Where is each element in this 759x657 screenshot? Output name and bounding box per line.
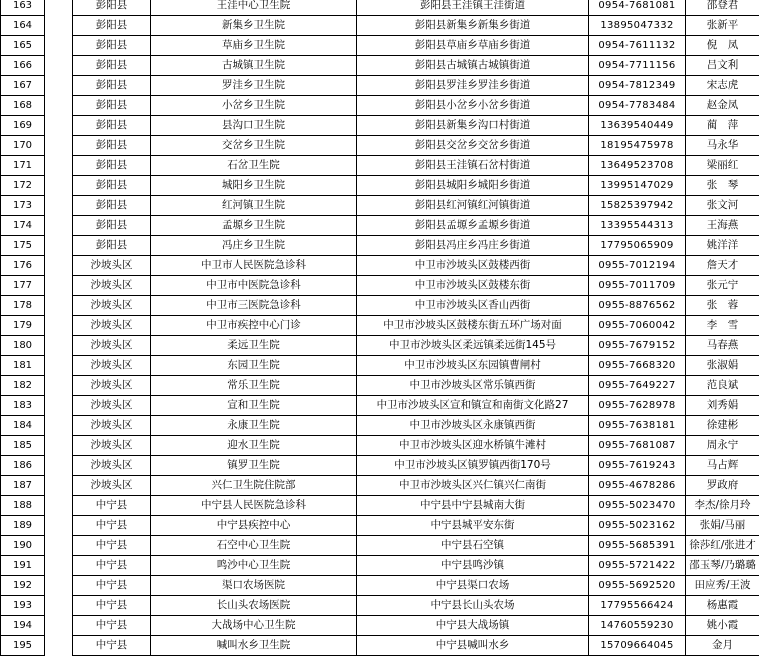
cell-phone: 14760559230 (589, 616, 686, 636)
cell-number: 177 (1, 276, 45, 296)
cell-number: 182 (1, 376, 45, 396)
cell-institution: 大战场中心卫生院 (151, 616, 357, 636)
cell-phone: 0955-7638181 (589, 416, 686, 436)
table-row (1, 476, 759, 496)
table-row (1, 0, 759, 16)
cell-contact: 张淑娟 (686, 356, 759, 376)
cell-county: 沙坡头区 (73, 356, 151, 376)
cell-institution: 石岔卫生院 (151, 156, 357, 176)
table-row (1, 576, 759, 596)
cell-county: 沙坡头区 (73, 416, 151, 436)
cell-county: 沙坡头区 (73, 476, 151, 496)
cell-phone: 0955-5692520 (589, 576, 686, 596)
cell-institution: 东园卫生院 (151, 356, 357, 376)
table-row (1, 96, 759, 116)
cell-phone: 0955-8876562 (589, 296, 686, 316)
cell-contact: 梁丽红 (686, 156, 759, 176)
cell-county: 中宁县 (73, 576, 151, 596)
cell-contact: 蔺 萍 (686, 116, 759, 136)
cell-contact: 吕文利 (686, 56, 759, 76)
cell-address: 彭阳县古城镇古城镇街道 (357, 56, 589, 76)
table-row (1, 376, 759, 396)
table-row (1, 416, 759, 436)
cell-phone: 17795065909 (589, 236, 686, 256)
cell-contact: 姚洋洋 (686, 236, 759, 256)
cell-gap (45, 0, 73, 16)
cell-number: 189 (1, 516, 45, 536)
cell-contact: 张新平 (686, 16, 759, 36)
cell-gap (45, 236, 73, 256)
cell-county: 彭阳县 (73, 136, 151, 156)
cell-address: 中宁县城平安东街 (357, 516, 589, 536)
cell-number: 181 (1, 356, 45, 376)
cell-county: 彭阳县 (73, 76, 151, 96)
cell-contact: 张 蓉 (686, 296, 759, 316)
cell-number: 190 (1, 536, 45, 556)
cell-gap (45, 496, 73, 516)
cell-number: 194 (1, 616, 45, 636)
cell-county: 彭阳县 (73, 56, 151, 76)
cell-phone: 18195475978 (589, 136, 686, 156)
cell-county: 中宁县 (73, 536, 151, 556)
cell-institution: 新集乡卫生院 (151, 16, 357, 36)
cell-address: 中卫市沙坡头区迎水桥镇牛滩村 (357, 436, 589, 456)
cell-address: 中卫市沙坡头区宣和镇宣和南街文化路27 (357, 396, 589, 416)
cell-number: 163 (1, 0, 45, 16)
cell-gap (45, 116, 73, 136)
cell-number: 186 (1, 456, 45, 476)
cell-number: 192 (1, 576, 45, 596)
cell-gap (45, 96, 73, 116)
cell-address: 中宁县石空镇 (357, 536, 589, 556)
cell-number: 179 (1, 316, 45, 336)
cell-gap (45, 376, 73, 396)
cell-county: 沙坡头区 (73, 316, 151, 336)
cell-number: 174 (1, 216, 45, 236)
cell-phone: 0955-5721422 (589, 556, 686, 576)
cell-phone: 0954-7812349 (589, 76, 686, 96)
cell-address: 中卫市沙坡头区兴仁镇兴仁南街 (357, 476, 589, 496)
table-row (1, 436, 759, 456)
cell-phone: 0954-7711156 (589, 56, 686, 76)
cell-number: 175 (1, 236, 45, 256)
cell-phone: 13895047332 (589, 16, 686, 36)
cell-address: 彭阳县红河镇红河镇街道 (357, 196, 589, 216)
cell-institution: 罗洼乡卫生院 (151, 76, 357, 96)
table-row (1, 616, 759, 636)
table-row (1, 176, 759, 196)
cell-gap (45, 256, 73, 276)
table-row (1, 276, 759, 296)
cell-number: 165 (1, 36, 45, 56)
cell-number: 172 (1, 176, 45, 196)
cell-county: 中宁县 (73, 616, 151, 636)
table-row (1, 396, 759, 416)
cell-institution: 小岔乡卫生院 (151, 96, 357, 116)
table-row (1, 16, 759, 36)
cell-phone: 0954-7783484 (589, 96, 686, 116)
cell-contact: 赵金凤 (686, 96, 759, 116)
cell-phone: 0955-7628978 (589, 396, 686, 416)
cell-gap (45, 356, 73, 376)
cell-institution: 交岔乡卫生院 (151, 136, 357, 156)
cell-gap (45, 56, 73, 76)
cell-gap (45, 456, 73, 476)
table-row (1, 296, 759, 316)
cell-number: 184 (1, 416, 45, 436)
cell-phone: 15825397942 (589, 196, 686, 216)
cell-address: 彭阳县王洼镇王洼街道 (357, 0, 589, 16)
table-row (1, 236, 759, 256)
table-row (1, 456, 759, 476)
cell-number: 168 (1, 96, 45, 116)
cell-phone: 13395544313 (589, 216, 686, 236)
cell-institution: 永康卫生院 (151, 416, 357, 436)
cell-institution: 草庙乡卫生院 (151, 36, 357, 56)
cell-address: 中卫市沙坡头区东园镇曹闸村 (357, 356, 589, 376)
cell-address: 彭阳县交岔乡交岔乡街道 (357, 136, 589, 156)
cell-address: 中卫市沙坡头区常乐镇西街 (357, 376, 589, 396)
cell-contact: 倪 凤 (686, 36, 759, 56)
cell-phone: 0955-7649227 (589, 376, 686, 396)
cell-number: 188 (1, 496, 45, 516)
cell-phone: 0955-7668320 (589, 356, 686, 376)
cell-number: 187 (1, 476, 45, 496)
cell-county: 彭阳县 (73, 36, 151, 56)
cell-contact: 张娟/马丽 (686, 516, 759, 536)
cell-gap (45, 636, 73, 656)
cell-institution: 红河镇卫生院 (151, 196, 357, 216)
cell-institution: 中宁县疾控中心 (151, 516, 357, 536)
cell-address: 彭阳县新集乡新集乡街道 (357, 16, 589, 36)
cell-institution: 常乐卫生院 (151, 376, 357, 396)
cell-gap (45, 316, 73, 336)
cell-contact: 罗政府 (686, 476, 759, 496)
table-row (1, 56, 759, 76)
cell-contact: 田应秀/王波 (686, 576, 759, 596)
cell-phone: 15709664045 (589, 636, 686, 656)
cell-gap (45, 536, 73, 556)
cell-gap (45, 596, 73, 616)
cell-gap (45, 296, 73, 316)
cell-county: 沙坡头区 (73, 336, 151, 356)
cell-phone: 0954-7611132 (589, 36, 686, 56)
cell-gap (45, 276, 73, 296)
cell-contact: 邵玉琴/乃璐璐 (686, 556, 759, 576)
cell-number: 173 (1, 196, 45, 216)
table-body (1, 0, 759, 656)
cell-address: 中宁县大战场镇 (357, 616, 589, 636)
cell-address: 中宁县渠口农场 (357, 576, 589, 596)
cell-contact: 詹天才 (686, 256, 759, 276)
cell-gap (45, 396, 73, 416)
cell-gap (45, 336, 73, 356)
cell-gap (45, 516, 73, 536)
table-row (1, 196, 759, 216)
cell-gap (45, 216, 73, 236)
cell-number: 171 (1, 156, 45, 176)
cell-number: 178 (1, 296, 45, 316)
cell-number: 191 (1, 556, 45, 576)
cell-county: 彭阳县 (73, 0, 151, 16)
cell-institution: 王洼中心卫生院 (151, 0, 357, 16)
table-row (1, 316, 759, 336)
cell-phone: 13639540449 (589, 116, 686, 136)
cell-institution: 中卫市三医院急诊科 (151, 296, 357, 316)
cell-number: 170 (1, 136, 45, 156)
cell-gap (45, 556, 73, 576)
cell-institution: 柔远卫生院 (151, 336, 357, 356)
cell-phone: 0954-7681081 (589, 0, 686, 16)
table-row (1, 156, 759, 176)
cell-contact: 邵登君 (686, 0, 759, 16)
cell-institution: 喊叫水乡卫生院 (151, 636, 357, 656)
cell-county: 中宁县 (73, 496, 151, 516)
cell-county: 彭阳县 (73, 96, 151, 116)
cell-address: 彭阳县草庙乡草庙乡街道 (357, 36, 589, 56)
cell-address: 中宁县鸣沙镇 (357, 556, 589, 576)
cell-institution: 中宁县人民医院急诊科 (151, 496, 357, 516)
cell-contact: 徐建彬 (686, 416, 759, 436)
cell-contact: 马占辉 (686, 456, 759, 476)
cell-address: 彭阳县罗洼乡罗洼乡街道 (357, 76, 589, 96)
cell-address: 中卫市沙坡头区香山西街 (357, 296, 589, 316)
cell-phone: 0955-7679152 (589, 336, 686, 356)
cell-county: 沙坡头区 (73, 256, 151, 276)
cell-institution: 石空中心卫生院 (151, 536, 357, 556)
cell-county: 沙坡头区 (73, 396, 151, 416)
cell-institution: 中卫市疾控中心门诊 (151, 316, 357, 336)
cell-address: 中卫市沙坡头区镇罗镇西街170号 (357, 456, 589, 476)
cell-contact: 姚小霞 (686, 616, 759, 636)
cell-address: 中宁县喊叫水乡 (357, 636, 589, 656)
cell-institution: 古城镇卫生院 (151, 56, 357, 76)
cell-phone: 0955-7681087 (589, 436, 686, 456)
cell-contact: 张 琴 (686, 176, 759, 196)
cell-county: 沙坡头区 (73, 376, 151, 396)
cell-county: 彭阳县 (73, 156, 151, 176)
cell-phone: 0955-7060042 (589, 316, 686, 336)
cell-phone: 0955-5685391 (589, 536, 686, 556)
cell-number: 166 (1, 56, 45, 76)
cell-institution: 宣和卫生院 (151, 396, 357, 416)
cell-county: 彭阳县 (73, 116, 151, 136)
table-row (1, 336, 759, 356)
cell-institution: 鸣沙中心卫生院 (151, 556, 357, 576)
cell-gap (45, 36, 73, 56)
cell-county: 沙坡头区 (73, 456, 151, 476)
table-row (1, 136, 759, 156)
table-row (1, 216, 759, 236)
cell-phone: 0955-5023162 (589, 516, 686, 536)
cell-contact: 周永宁 (686, 436, 759, 456)
cell-institution: 城阳乡卫生院 (151, 176, 357, 196)
cell-gap (45, 616, 73, 636)
table-row (1, 116, 759, 136)
cell-number: 180 (1, 336, 45, 356)
cell-contact: 宋志虎 (686, 76, 759, 96)
cell-address: 彭阳县王洼镇石岔村街道 (357, 156, 589, 176)
cell-gap (45, 196, 73, 216)
cell-contact: 徐莎红/张进才 (686, 536, 759, 556)
cell-gap (45, 156, 73, 176)
cell-number: 167 (1, 76, 45, 96)
cell-contact: 张元宁 (686, 276, 759, 296)
cell-institution: 冯庄乡卫生院 (151, 236, 357, 256)
cell-phone: 0955-7011709 (589, 276, 686, 296)
cell-number: 195 (1, 636, 45, 656)
cell-gap (45, 136, 73, 156)
cell-phone: 13649523708 (589, 156, 686, 176)
cell-contact: 张文河 (686, 196, 759, 216)
cell-county: 彭阳县 (73, 216, 151, 236)
table-row (1, 556, 759, 576)
cell-address: 彭阳县冯庄乡冯庄乡街道 (357, 236, 589, 256)
cell-county: 沙坡头区 (73, 436, 151, 456)
cell-institution: 渠口农场医院 (151, 576, 357, 596)
cell-gap (45, 176, 73, 196)
cell-contact: 刘秀娟 (686, 396, 759, 416)
cell-contact: 范良斌 (686, 376, 759, 396)
cell-county: 中宁县 (73, 516, 151, 536)
cell-address: 中宁县中宁县城南大街 (357, 496, 589, 516)
table-row (1, 36, 759, 56)
cell-county: 沙坡头区 (73, 276, 151, 296)
cell-number: 169 (1, 116, 45, 136)
cell-phone: 0955-7012194 (589, 256, 686, 276)
cell-phone: 0955-7619243 (589, 456, 686, 476)
cell-phone: 0955-4678286 (589, 476, 686, 496)
cell-gap (45, 76, 73, 96)
cell-gap (45, 416, 73, 436)
cell-contact: 王海燕 (686, 216, 759, 236)
cell-county: 彭阳县 (73, 236, 151, 256)
cell-address: 中卫市沙坡头区鼓楼东街五环广场对面 (357, 316, 589, 336)
cell-number: 185 (1, 436, 45, 456)
cell-institution: 孟塬乡卫生院 (151, 216, 357, 236)
cell-institution: 中卫市中医院急诊科 (151, 276, 357, 296)
table-row (1, 516, 759, 536)
cell-address: 中宁县长山头农场 (357, 596, 589, 616)
cell-county: 彭阳县 (73, 196, 151, 216)
cell-gap (45, 16, 73, 36)
table-row (1, 356, 759, 376)
cell-contact: 李 雪 (686, 316, 759, 336)
table-row (1, 636, 759, 656)
cell-phone: 17795566424 (589, 596, 686, 616)
cell-gap (45, 476, 73, 496)
cell-institution: 迎水卫生院 (151, 436, 357, 456)
cell-county: 彭阳县 (73, 176, 151, 196)
cell-county: 中宁县 (73, 636, 151, 656)
cell-institution: 镇罗卫生院 (151, 456, 357, 476)
cell-contact: 金月 (686, 636, 759, 656)
cell-address: 彭阳县城阳乡城阳乡街道 (357, 176, 589, 196)
cell-address: 彭阳县小岔乡小岔乡街道 (357, 96, 589, 116)
cell-contact: 杨惠霞 (686, 596, 759, 616)
cell-address: 中卫市沙坡头区鼓楼西街 (357, 256, 589, 276)
cell-institution: 长山头农场医院 (151, 596, 357, 616)
table-row (1, 536, 759, 556)
cell-phone: 13995147029 (589, 176, 686, 196)
cell-address: 中卫市沙坡头区鼓楼东街 (357, 276, 589, 296)
cell-institution: 县沟口卫生院 (151, 116, 357, 136)
cell-gap (45, 436, 73, 456)
cell-county: 彭阳县 (73, 16, 151, 36)
table-row (1, 76, 759, 96)
cell-address: 彭阳县新集乡沟口村街道 (357, 116, 589, 136)
cell-county: 中宁县 (73, 556, 151, 576)
cell-contact: 李杰/徐月玲 (686, 496, 759, 516)
cell-institution: 中卫市人民医院急诊科 (151, 256, 357, 276)
cell-county: 中宁县 (73, 596, 151, 616)
cell-gap (45, 576, 73, 596)
cell-address: 中卫市沙坡头区永康镇西街 (357, 416, 589, 436)
cell-phone: 0955-5023470 (589, 496, 686, 516)
cell-number: 193 (1, 596, 45, 616)
table-row (1, 496, 759, 516)
cell-contact: 马永华 (686, 136, 759, 156)
table-row (1, 596, 759, 616)
cell-county: 沙坡头区 (73, 296, 151, 316)
cell-contact: 马春燕 (686, 336, 759, 356)
cell-number: 183 (1, 396, 45, 416)
cell-number: 176 (1, 256, 45, 276)
cell-institution: 兴仁卫生院住院部 (151, 476, 357, 496)
table-row (1, 256, 759, 276)
cell-address: 彭阳县孟塬乡孟塬乡街道 (357, 216, 589, 236)
cell-address: 中卫市沙坡头区柔远镇柔远街145号 (357, 336, 589, 356)
cell-number: 164 (1, 16, 45, 36)
